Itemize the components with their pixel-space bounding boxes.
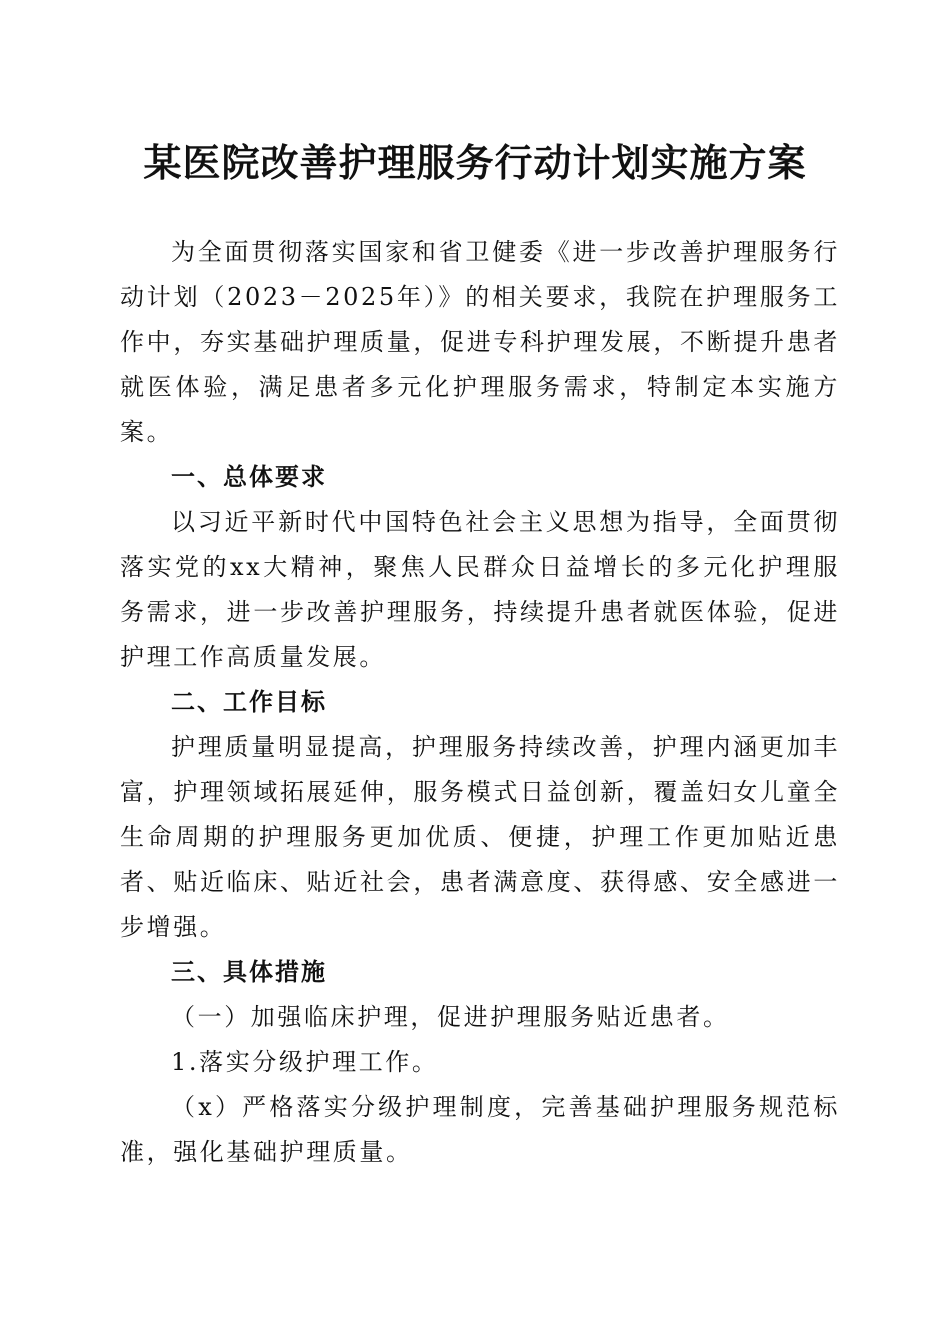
section-text-work-goals: 护理质量明显提高，护理服务持续改善，护理内涵更加丰富，护理领域拓展延伸，服务模式日益创新，覆盖妇女儿童全生命周期的护理服务更加优质、便捷，护理工作更加贴近患者、贴近临床、贴近社会，患者满意度、获得感、安全感进一步增强。 xyxy=(120,733,840,941)
intro-paragraph: 为全面贯彻落实国家和省卫健委《进一步改善护理服务行动计划（2023－2025年）》的相关要求，我院在护理服务工作中，夯实基础护理质量，促进专科护理发展，不断提升患者就医体验，满足患者多元化护理服务需求，特制定本实施方案。 xyxy=(120,238,840,446)
item-text-graded-nursing: （x）严格落实分级护理制度，完善基础护理服务规范标准，强化基础护理质量。 xyxy=(120,1093,840,1166)
document-title: 某医院改善护理服务行动计划实施方案 xyxy=(143,140,807,185)
section-heading-general-requirements: 一、总体要求 xyxy=(171,463,327,491)
item-heading-graded-nursing: 1.落实分级护理工作。 xyxy=(171,1048,439,1076)
subsection-heading-clinical-nursing: （一）加强临床护理，促进护理服务贴近患者。 xyxy=(171,1003,730,1031)
section-heading-work-goals: 二、工作目标 xyxy=(171,688,327,716)
section-text-general-requirements: 以习近平新时代中国特色社会主义思想为指导，全面贯彻落实党的xx大精神，聚焦人民群众日益增长的多元化护理服务需求，进一步改善护理服务，持续提升患者就医体验，促进护理工作高质量发展。 xyxy=(120,508,840,671)
section-heading-specific-measures: 三、具体措施 xyxy=(171,958,327,986)
document-body xyxy=(120,230,840,1175)
